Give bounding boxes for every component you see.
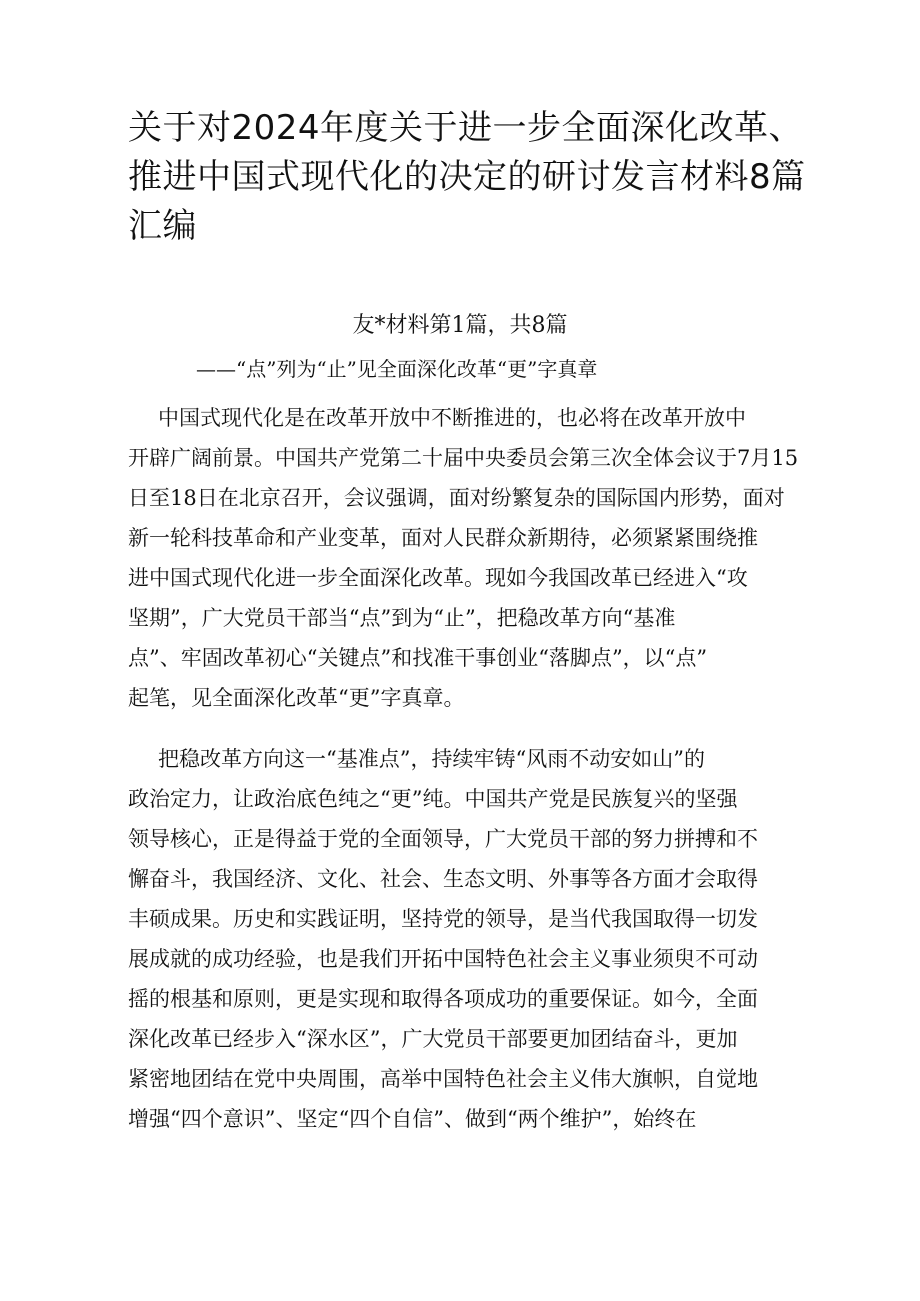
text-line: 坚期”，广大党员干部当“点”到为“止”，把稳改革方向“基准 (128, 606, 676, 630)
text-line: 开辟广阔前景。中国共产党第二十届中央委员会第三次全体会议于7月15 (128, 446, 799, 470)
document-body (128, 398, 808, 1139)
text-line: 懈奋斗，我国经济、文化、社会、生态文明、外事等各方面才会取得 (128, 867, 758, 891)
series-label: 友*材料第1篇，共8篇 (352, 313, 568, 338)
title-line: 关于对2024年度关于进一步全面深化改革、 (128, 108, 804, 148)
title-line: 推进中国式现代化的决定的研讨发言材料8篇 (128, 157, 806, 197)
text-line: 深化改革已经步入“深水区”，广大党员干部要更加团结奋斗，更加 (128, 1027, 738, 1051)
text-line: 中国式现代化是在改革开放中不断推进的，也必将在改革开放中 (158, 406, 746, 430)
paragraph (128, 398, 808, 718)
text-line: 增强“四个意识”、坚定“四个自信”、做到“两个维护”，始终在 (128, 1107, 697, 1131)
document-title (128, 104, 828, 251)
text-line: 起笔，见全面深化改革“更”字真章。 (128, 686, 465, 710)
text-line: 紧密地团结在党中央周围，高举中国特色社会主义伟大旗帜，自觉地 (128, 1067, 758, 1091)
title-line: 汇编 (128, 206, 197, 246)
text-line: 摇的根基和原则，更是实现和取得各项成功的重要保证。如今，全面 (128, 987, 758, 1011)
text-line: 日至18日在北京召开，会议强调，面对纷繁复杂的国际国内形势，面对 (128, 486, 785, 510)
text-line: 领导核心，正是得益于党的全面领导，广大党员干部的努力拼搏和不 (128, 827, 758, 851)
article-subtitle: ——“点”列为“止”见全面深化改革“更”字真章 (196, 357, 598, 381)
text-line: 进中国式现代化进一步全面深化改革。现如今我国改革已经进入“攻 (128, 566, 748, 590)
text-line: 丰硕成果。历史和实践证明，坚持党的领导，是当代我国取得一切发 (128, 907, 758, 931)
text-line: 政治定力，让政治底色纯之“更”纯。中国共产党是民族复兴的坚强 (128, 787, 738, 811)
text-line: 把稳改革方向这一“基准点”，持续牢铸“风雨不动安如山”的 (158, 747, 705, 771)
text-line: 新一轮科技革命和产业变革，面对人民群众新期待，必须紧紧围绕推 (128, 526, 758, 550)
text-line: 展成就的成功经验，也是我们开拓中国特色社会主义事业须臾不可动 (128, 947, 758, 971)
paragraph (128, 739, 808, 1139)
text-line: 点”、牢固改革初心“关键点”和找准干事创业“落脚点”，以“点” (128, 646, 708, 670)
